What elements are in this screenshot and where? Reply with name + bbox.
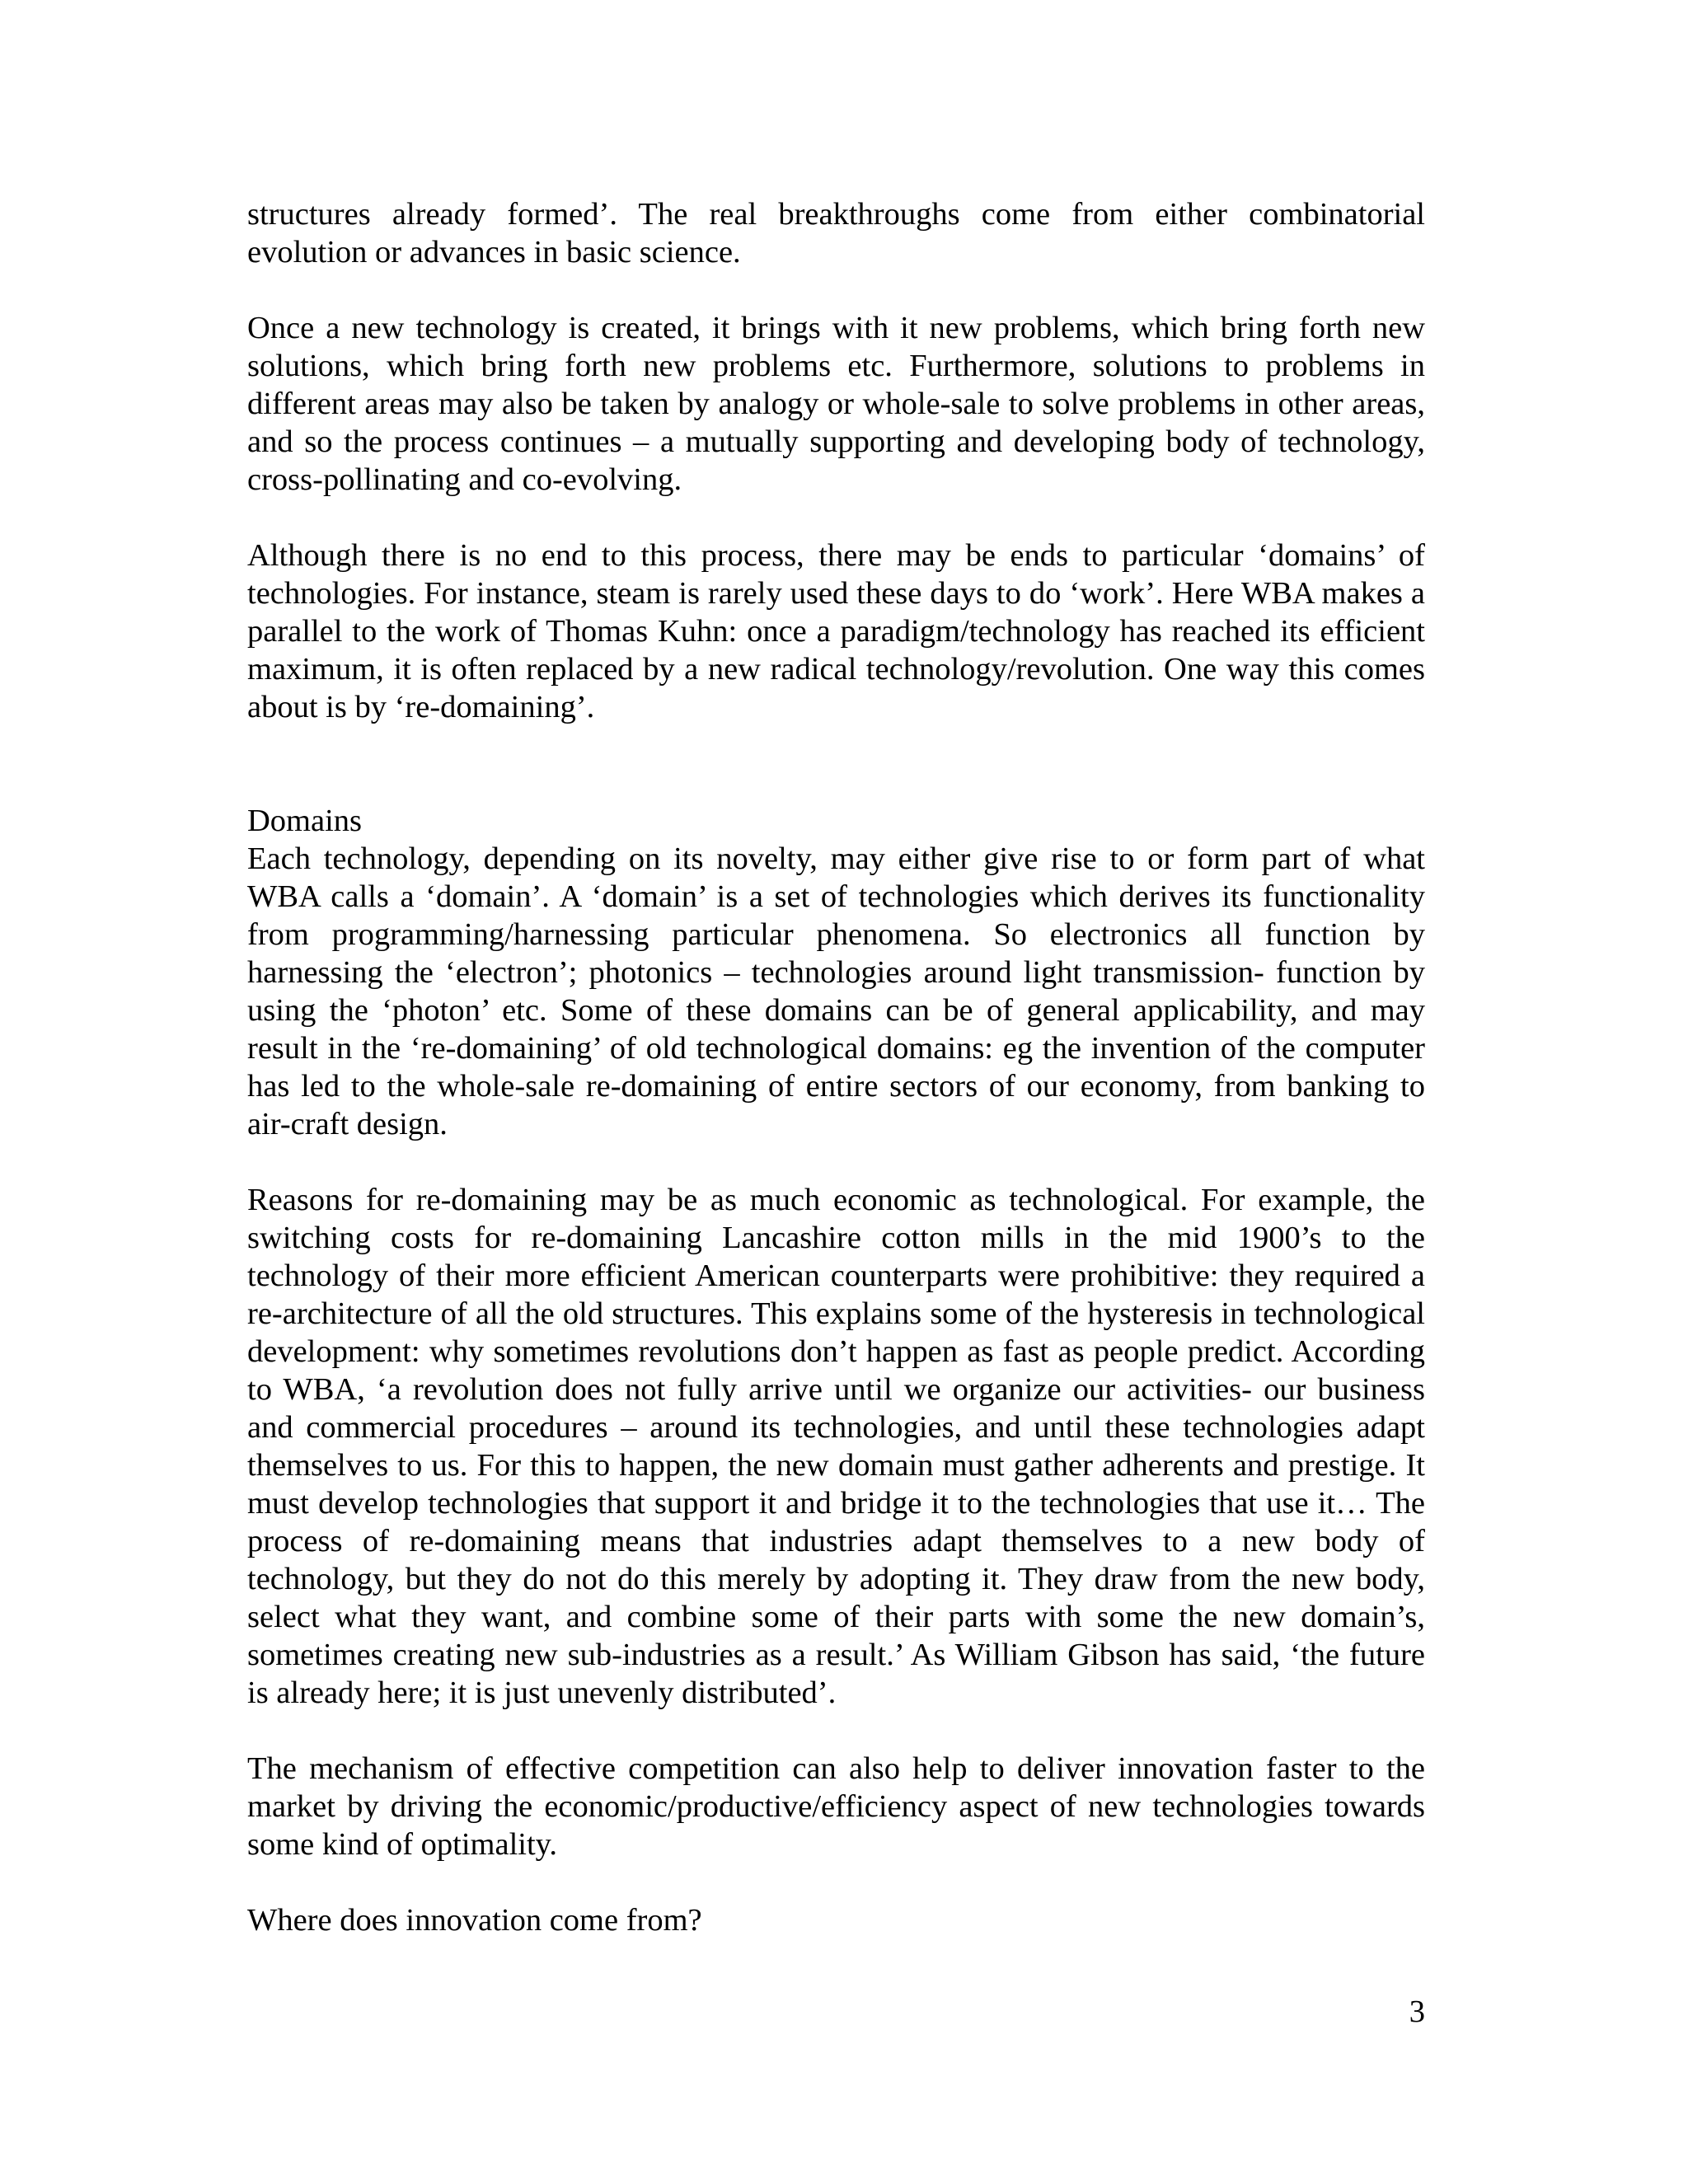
- page-number: 3: [1409, 1994, 1425, 2029]
- paragraph-domain-definition: Each technology, depending on its novelty, may either give rise to or form part of what WBA calls a ‘domain’. A ‘domain’ is a set of technologies which derives its functionality from programming/harnessing particular phenomena. So electronics all function by harnessing the ‘electron’; photonics – technologies around light transmission- function by using the ‘photon’ etc. Some of these domains can be of general applicability, and may result in the ‘re-domaining’ of old technological domains: eg the invention of the computer has led to the whole-sale re-domaining of entire sectors of our economy, from banking to air-craft design.: [247, 841, 1425, 1141]
- paragraph-competition: The mechanism of effective competition can also help to deliver innovation faster to the market by driving the economic/productive/efficiency aspect of new technologies towards some kind of optimality.: [247, 1751, 1425, 1862]
- paragraph-new-problems: Once a new technology is created, it brings with it new problems, which bring forth new solutions, which bring forth new problems etc. Furthermore, solutions to problems in different areas may also be taken by analogy or whole-sale to solve problems in other areas, and so the process continues – a mutually supporting and developing body of technology, cross-pollinating and co-evolving.: [247, 311, 1425, 497]
- paragraph-re-domaining-reasons: Reasons for re-domaining may be as much economic as technological. For example, the switching costs for re-domaining Lancashire cotton mills in the mid 1900’s to the technology of their more efficient American counterparts were prohibitive: they required a re-architecture of all the old structures. This explains some of the hysteresis in technological development: why sometimes revolutions don’t happen as fast as people predict. According to WBA, ‘a revolution does not fully arrive until we organize our activities- our business and commercial procedures – around its technologies, and until these technologies adapt themselves to us. For this to happen, the new domain must gather adherents and prestige. It must develop technologies that support it and bridge it to the technologies that use it… The process of re-domaining means that industries adapt themselves to a new body of technology, but they do not do this merely by adopting it. They draw from the new body, select what they want, and combine some of their parts with some the new domain’s, sometimes creating new sub-industries as a result.’ As William Gibson has said, ‘the future is already here; it is just unevenly distributed’.: [247, 1183, 1425, 1710]
- paragraph-domain-ends: Although there is no end to this process, there may be ends to particular ‘domains’ of technologies. For instance, steam is rarely used these days to do ‘work’. Here WBA makes a parallel to the work of Thomas Kuhn: once a paradigm/technology has reached its efficient maximum, it is often replaced by a new radical technology/revolution. One way this comes about is by ‘re-domaining’.: [247, 538, 1425, 724]
- paragraph-breakthroughs: structures already formed’. The real breakthroughs come from either combinatorial evolution or advances in basic science.: [247, 197, 1425, 269]
- page-content: [247, 195, 1425, 1977]
- closing-question: Where does innovation come from?: [247, 1903, 702, 1938]
- section-heading-domains: Domains: [247, 804, 363, 838]
